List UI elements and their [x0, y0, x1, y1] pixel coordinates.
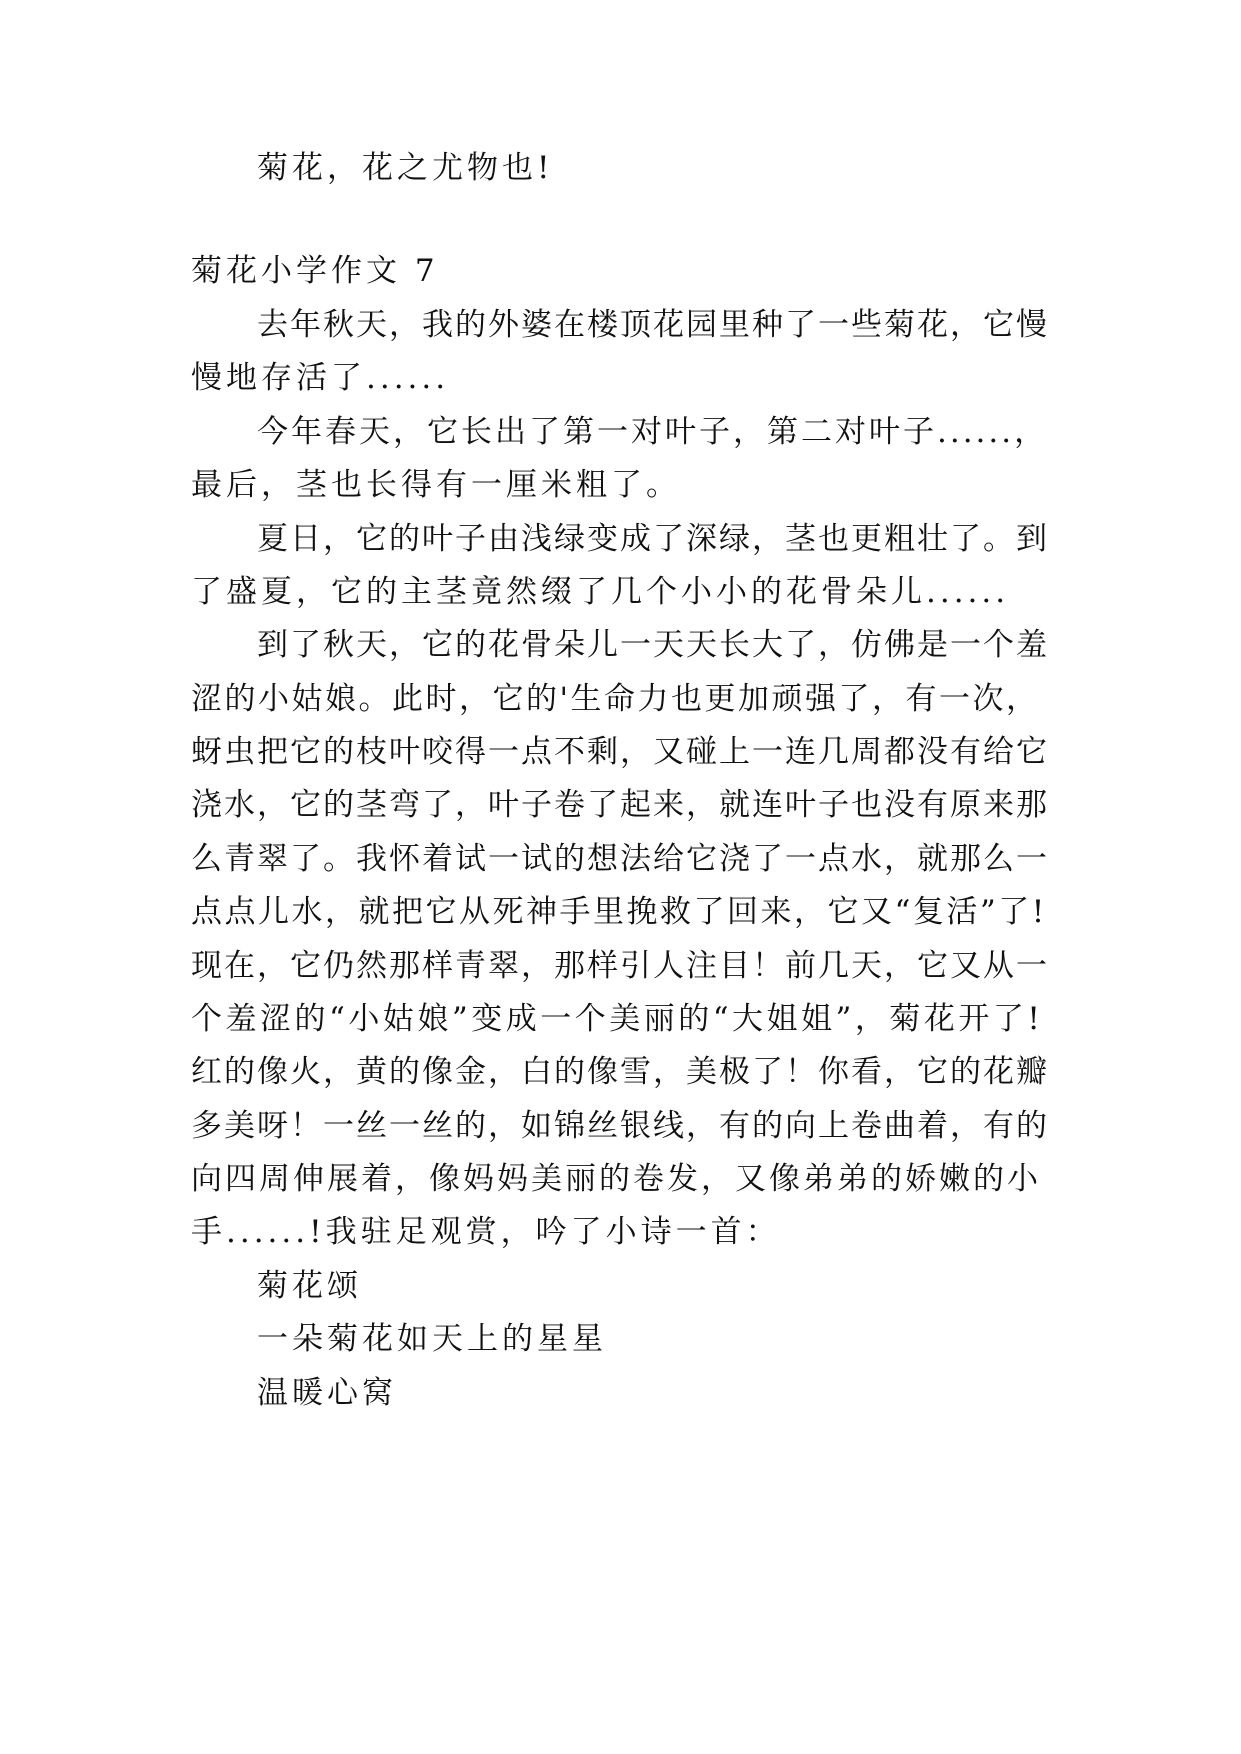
- text-line: 了盛夏，它的主茎竟然缀了几个小小的花骨朵儿......: [191, 574, 1010, 610]
- essay-heading: 菊花小学作文 7: [191, 253, 439, 289]
- text-line: 么青翠了。我怀着试一试的想法给它浇了一点水，就那么一: [191, 841, 1049, 877]
- poem-line: 温暖心窝: [257, 1375, 397, 1411]
- text-line: 到了秋天，它的花骨朵儿一天天长大了，仿佛是一个羞: [257, 627, 1049, 663]
- text-line: 多美呀！一丝一丝的，如锦丝银线，有的向上卷曲着，有的: [191, 1108, 1049, 1144]
- text-line: 手......!我驻足观赏，吟了小诗一首：: [191, 1214, 781, 1250]
- poem-title: 菊花颂: [257, 1268, 362, 1304]
- text-line: 个羞涩的“小姑娘”变成一个美丽的“大姐姐”，菊花开了!: [191, 1001, 1044, 1037]
- closing-line: 菊花，花之尤物也!: [257, 150, 554, 186]
- poem-line: 一朵菊花如天上的星星: [257, 1321, 607, 1357]
- text-line: 向四周伸展着，像妈妈美丽的卷发，又像弟弟的娇嫩的小: [191, 1161, 1041, 1197]
- text-line: 最后，茎也长得有一厘米粗了。: [191, 467, 681, 503]
- text-line: 今年春天，它长出了第一对叶子，第二对叶子......，: [257, 414, 1049, 450]
- text-line: 浇水，它的茎弯了，叶子卷了起来，就连叶子也没有原来那: [191, 787, 1049, 823]
- text-line: 夏日，它的叶子由浅绿变成了深绿，茎也更粗壮了。到: [257, 521, 1049, 557]
- text-line: 涩的小姑娘。此时，它的'生命力也更加顽强了，有一次，: [191, 681, 1040, 717]
- text-line: 点点儿水，就把它从死神手里挽救了回来，它又“复活”了!: [191, 894, 1047, 930]
- text-line: 慢地存活了......: [191, 360, 450, 396]
- text-line: 红的像火，黄的像金，白的像雪，美极了！你看，它的花瓣: [191, 1054, 1049, 1090]
- text-line: 现在，它仍然那样青翠，那样引人注目！前几天，它又从一: [191, 948, 1049, 984]
- text-line: 去年秋天，我的外婆在楼顶花园里种了一些菊花，它慢: [257, 307, 1049, 343]
- text-line: 蚜虫把它的枝叶咬得一点不剩，又碰上一连几周都没有给它: [191, 734, 1049, 770]
